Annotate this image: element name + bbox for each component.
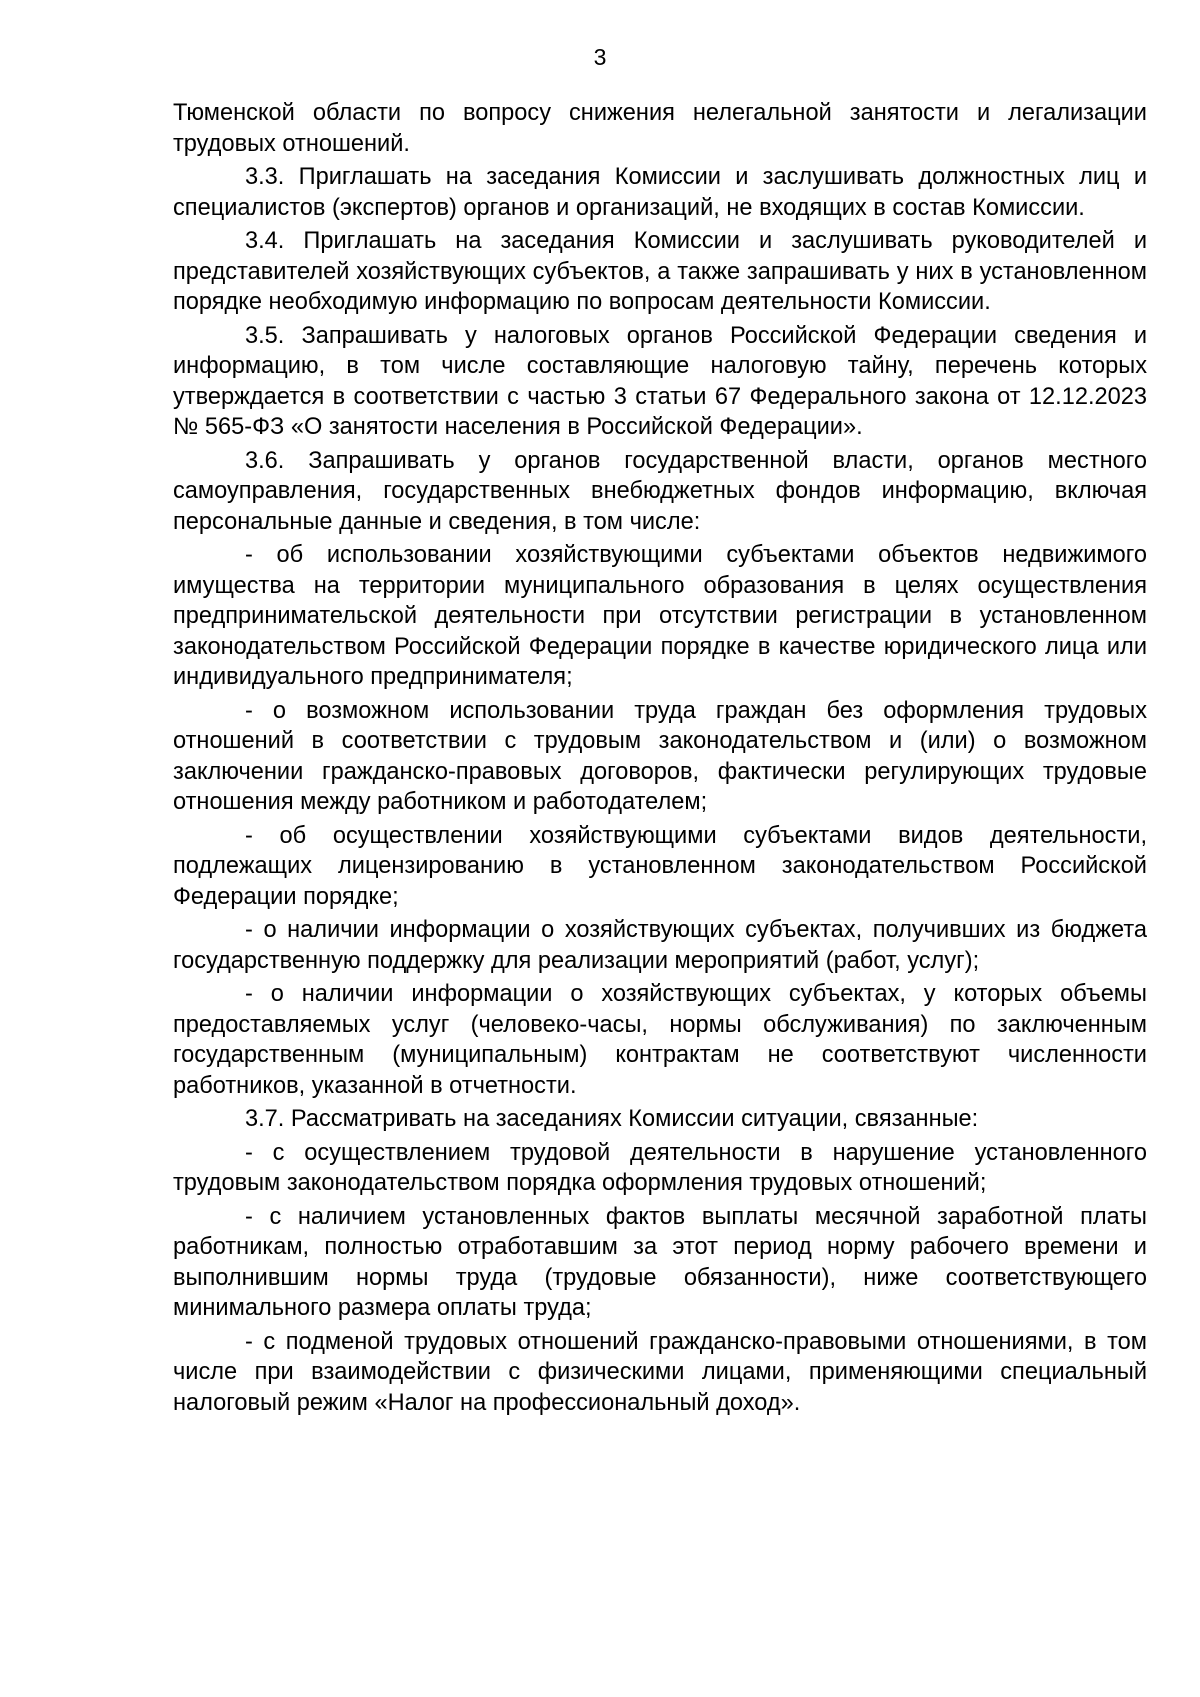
page-number: 3 [593, 44, 607, 70]
document-body [173, 98, 1147, 1421]
list-item-low-wages: - с наличием установленных фактов выплаты месячной заработной платы работникам, полностью отработавшим за этот период норму рабочего времени и выполнившим нормы труда (трудовые обязанности), ниже соответствующего минимального размера оплаты труда; [173, 1203, 1147, 1321]
paragraph-3-3: 3.3. Приглашать на заседания Комиссии и заслушивать должностных лиц и специалистов (экспертов) органов и организаций, не входящих в состав Комиссии. [173, 164, 1147, 221]
list-item-informal-labor: - о возможном использовании труда граждан без оформления трудовых отношений в соответствии с трудовым законодательством и (или) о возможном заключении гражданско-правовых договоров, фактически регулирующих трудовые отношения между работником и работодателем; [173, 697, 1147, 815]
paragraph-3-6: 3.6. Запрашивать у органов государственной власти, органов местного самоуправления, государственных внебюджетных фондов информацию, включая персональные данные и сведения, в том числе: [173, 447, 1147, 535]
list-item-licensing: - об осуществлении хозяйствующими субъектами видов деятельности, подлежащих лицензированию в установленном законодательством Российской Федерации порядке; [173, 822, 1147, 910]
list-item-service-volumes: - о наличии информации о хозяйствующих субъектах, у которых объемы предоставляемых услуг (человеко-часы, нормы обслуживания) по заключенным государственным (муниципальным) контрактам не соответствуют численности работников, указанной в отчетности. [173, 981, 1147, 1099]
paragraph-3-4: 3.4. Приглашать на заседания Комиссии и заслушивать руководителей и представителей хозяйствующих субъектов, а также запрашивать у них в установленном порядке необходимую информацию по вопросам деятельности Комиссии. [173, 228, 1147, 315]
paragraph-continuation: Тюменской области по вопросу снижения нелегальной занятости и легализации трудовых отношений. [173, 100, 1147, 157]
paragraph-3-7: 3.7. Рассматривать на заседаниях Комиссии ситуации, связанные: [245, 1106, 979, 1132]
list-item-real-estate-use: - об использовании хозяйствующими субъектами объектов недвижимого имущества на территории муниципального образования в целях осуществления предпринимательской деятельности при отсутствии регистрации в установленном законодательством Российской Федерации порядке в качестве юридического лица или индивидуального предпринимателя; [173, 542, 1147, 690]
list-item-contract-substitution: - с подменой трудовых отношений гражданско-правовыми отношениями, в том числе при взаимодействии с физическими лицами, применяющими специальный налоговый режим «Налог на профессиональный доход». [173, 1328, 1147, 1416]
list-item-labor-violation: - с осуществлением трудовой деятельности в нарушение установленного трудовым законодательством порядка оформления трудовых отношений; [173, 1139, 1147, 1196]
list-item-state-support: - о наличии информации о хозяйствующих субъектах, получивших из бюджета государственную поддержку для реализации мероприятий (работ, услуг); [173, 917, 1147, 974]
paragraph-3-5: 3.5. Запрашивать у налоговых органов Российской Федерации сведения и информацию, в том числе составляющие налоговую тайну, перечень которых утверждается в соответствии с частью 3 статьи 67 Федерального закона от 12.12.2023 № 565-ФЗ «О занятости населения в Российской Федерации». [173, 322, 1147, 440]
